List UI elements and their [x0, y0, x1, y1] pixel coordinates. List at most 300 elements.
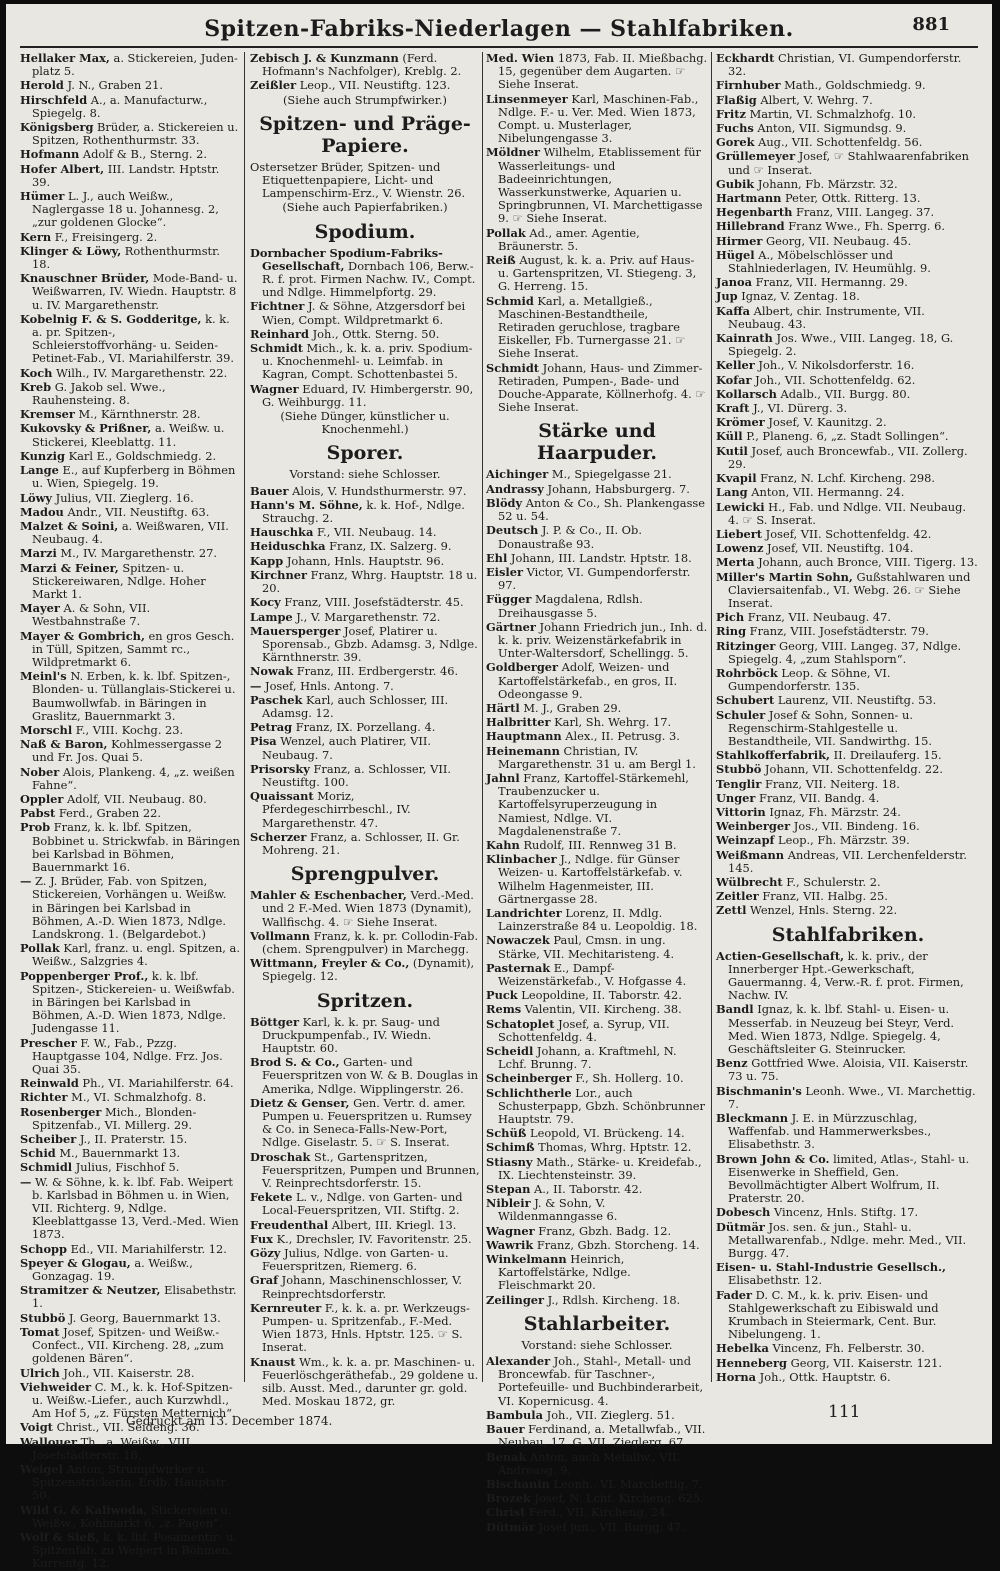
- directory-entry: [486, 52, 708, 92]
- entry-details: Johann, III. Landstr. Hptstr. 18.: [507, 550, 692, 565]
- directory-entry: [250, 957, 480, 983]
- entry-name: Kahn: [486, 837, 520, 852]
- directory-entry: [250, 1191, 480, 1217]
- entry-name: Schmidt: [250, 341, 304, 356]
- directory-entry: [486, 661, 708, 701]
- entry-details: k. k. lbf. Spitzen-, Stickereien- u. Weißwfab. in Bäringen bei Karlsbad in Böhmen, A.-D. Wien 1873, Ndlge. Judengasse 11.: [32, 968, 235, 1036]
- directory-entry: [250, 611, 480, 624]
- entry-details: Karl, Maschinen-Fab., Ndlge. F.- u. Ver. Med. Wien 1873, Compt. u. Musterlager, Nibelungengasse 3.: [498, 91, 699, 146]
- entry-details: Th., a. Weißw., VIII. Josefstädterstr. 18.: [32, 1434, 194, 1462]
- entry-details: Franz, III. Erdbergerstr. 46.: [293, 664, 459, 679]
- entry-details: Z. J. Brüder, Fab. von Spitzen, Stickereien, Vorhängen u. Weißw. in Bäringen bei Karlsbad in Böhmen, A.-D. Wien 1873, Ndlge. Landskrong. 1. (Belgardebot.): [31, 874, 227, 941]
- entry-name: Brod S. & Co.,: [250, 1055, 340, 1070]
- entry-details: Stickereien u. Weißw., Kohlmarkt 6, „z. Pagen“.: [32, 1502, 232, 1530]
- entry-name: Richter: [20, 1090, 68, 1105]
- entry-details: Franz, Whrg. Hauptstr. 18 u. 20.: [262, 567, 478, 596]
- directory-entry: [250, 247, 480, 300]
- entry-name: Eisen- u. Stahl-Industrie Gesellsch.,: [716, 1260, 946, 1275]
- entry-name: Reiß: [486, 253, 516, 268]
- directory-entry: [716, 472, 980, 485]
- directory-entry: [20, 793, 240, 806]
- directory-entry: [20, 821, 240, 874]
- entry-name: Kainrath: [716, 331, 773, 346]
- directory-entry: [716, 79, 980, 92]
- entry-name: Lange: [20, 463, 59, 478]
- entry-name: Merta: [716, 555, 755, 570]
- entry-name: Schmidl: [20, 1160, 73, 1175]
- entry-details: Josef, ☞ Stahlwaarenfabriken und ☞ Inserat.: [728, 149, 969, 177]
- entry-name: Pabst: [20, 806, 56, 821]
- entry-name: Mayer: [20, 601, 60, 616]
- entry-name: Scherzer: [250, 829, 307, 844]
- directory-entry: [20, 121, 240, 147]
- entry-name: Vollmann: [250, 928, 311, 943]
- entry-details: M., VI. Schmalzhofg. 8.: [67, 1090, 207, 1105]
- entry-name: Schid: [20, 1146, 56, 1161]
- directory-entry: [250, 596, 480, 609]
- entry-name: Kvapil: [716, 471, 757, 486]
- directory-entry: [250, 930, 480, 956]
- directory-entry: [486, 1253, 708, 1293]
- directory-entry: [250, 721, 480, 734]
- entry-name: Nober: [20, 764, 60, 779]
- entry-name: —: [250, 678, 262, 693]
- entry-details: Ferd., Graben 22.: [55, 806, 161, 821]
- entry-name: Ring: [716, 624, 747, 639]
- entry-details: J., Ndlge. für Günser Weizen- u. Kartoffelstärkefab. v. Wilhelm Hagenmeister, III. Gärtnergasse 28.: [498, 852, 683, 906]
- sheet-number: 111: [828, 1402, 861, 1422]
- entry-details: J., Rdlsh. Kircheng. 18.: [544, 1292, 681, 1307]
- directory-entry: [20, 1436, 240, 1462]
- directory-entry: [20, 1531, 240, 1571]
- directory-entry: [250, 889, 480, 929]
- entry-name: Wolf & Sieß,: [20, 1529, 100, 1544]
- directory-entry: [716, 178, 980, 191]
- directory-entry: [486, 1423, 708, 1449]
- section-heading: Spritzen.: [316, 989, 414, 1012]
- directory-entry: [716, 1206, 980, 1219]
- entry-details: Joh., VII. Schottenfeldg. 62.: [751, 372, 916, 387]
- entry-name: Koch: [20, 365, 53, 380]
- entry-details: a. Weißw., Gonzagag. 19.: [32, 1255, 193, 1284]
- directory-entry: [716, 359, 980, 372]
- entry-details: Karl, auch Schlosser, III. Adamsg. 12.: [262, 692, 449, 720]
- entry-name: Bauer: [250, 483, 289, 498]
- directory-entry: [20, 79, 240, 92]
- entry-details: Franz, a. Schlosser, II. Gr. Mohreng. 21.: [262, 829, 460, 857]
- entry-name: Goldberger: [486, 660, 559, 675]
- directory-entry: [486, 989, 708, 1002]
- entry-name: Prob: [20, 820, 51, 835]
- entry-details: J. & Söhne, Atzgersdorf bei Wien, Compt. Wildpretmarkt 6.: [262, 299, 466, 327]
- directory-entry: [716, 849, 980, 875]
- entry-details: Anton, auch Metallw., VII. Andreasg. 9.: [498, 1449, 681, 1477]
- column-divider: [711, 52, 712, 1382]
- entry-details: Ferdinand, a. Metallwfab., VII. Neubau, 17, G. VII. Zieglerg. 67.: [498, 1422, 706, 1450]
- entry-details: Ferd., VII. Kircheng. 24.: [525, 1505, 670, 1520]
- entry-details: Franz Wwe., Fh. Sperrg. 6.: [784, 219, 945, 234]
- directory-entry: [250, 735, 480, 761]
- entry-name: Kocy: [250, 595, 281, 610]
- entry-name: Pich: [716, 610, 745, 625]
- entry-name: Kunzig: [20, 448, 65, 463]
- entry-details: N. Erben, k. k. lbf. Spitzen-, Blonden- u. Tüllanglais-Stickerei u. Baumwollwfab. in Bäringen in Graslitz, Bauernmarkt 3.: [32, 669, 236, 723]
- entry-details: Josef, a. Syrup, VII. Schottenfeldg. 4.: [498, 1016, 670, 1044]
- directory-entry: [716, 1357, 980, 1370]
- entry-name: Weinzapf: [716, 833, 775, 848]
- entry-details: Wenzel, Hnls. Sterng. 22.: [746, 903, 898, 918]
- directory-entry: [486, 254, 708, 294]
- entry-name: Wagner: [250, 381, 299, 396]
- entry-name: Eckhardt: [716, 51, 775, 65]
- directory-entry: [250, 1247, 480, 1273]
- entry-name: Hirschfeld: [20, 92, 88, 107]
- entry-details: k. k. a. pr. Spitzen-, Schleierstoffvorhäng- u. Seiden-Petinet-Fab., VI. Mariahilferstr. 39.: [32, 311, 234, 366]
- entry-details: F., Schulerstr. 2.: [782, 874, 881, 889]
- entry-details: Josef, V. Kaunitzg. 2.: [764, 415, 887, 430]
- entry-details: Jos., VII. Bindeng. 16.: [790, 819, 920, 834]
- entry-details: Paul, Cmsn. in ung. Stärke, VII. Mechitaristeng. 4.: [498, 933, 675, 961]
- entry-details: Laurenz, VII. Neustiftg. 53.: [774, 693, 937, 708]
- entry-name: Andrassy: [486, 481, 544, 496]
- directory-entry: [486, 1478, 708, 1491]
- entry-name: Zeißler: [250, 78, 297, 93]
- directory-entry: [716, 249, 980, 275]
- entry-name: Schopp: [20, 1241, 67, 1256]
- directory-entry: [250, 790, 480, 830]
- entry-details: Jos. Wwe., VIII. Langeg. 18, G. Spiegelg. 2.: [728, 331, 954, 359]
- directory-entry: [716, 220, 980, 233]
- entry-name: Kirchner: [250, 567, 307, 582]
- entry-details: Elisabethstr. 12.: [728, 1273, 823, 1288]
- directory-entry: [486, 1156, 708, 1182]
- directory-entry: [486, 1225, 708, 1238]
- directory-entry: [250, 665, 480, 678]
- entry-name: Schubert: [716, 693, 775, 708]
- entry-details: Magdalena, Rdlsh. Dreihausgasse 5.: [498, 592, 643, 620]
- directory-entry: [716, 136, 980, 149]
- directory-entry: [20, 1161, 240, 1174]
- directory-column-2: [250, 51, 480, 1409]
- directory-entry: [250, 499, 480, 525]
- entry-name: Függer: [486, 592, 532, 607]
- entry-name: Bauer: [486, 1422, 525, 1437]
- entry-name: Hellaker Max,: [20, 51, 110, 65]
- entry-details: Julius, VII. Zieglerg. 16.: [52, 490, 194, 505]
- entry-name: Scheiber: [20, 1132, 77, 1147]
- entry-details: a. Weißw. u. Stickerei, Kleeblattg. 11.: [32, 421, 225, 449]
- entry-details: Franz, Gbzh. Badg. 12.: [534, 1223, 672, 1238]
- entry-name: Stramitzer & Neutzer,: [20, 1283, 161, 1298]
- entry-name: Eisler: [486, 564, 523, 579]
- directory-entry: [20, 492, 240, 505]
- entry-details: Ad., amer. Agentie, Bräunerstr. 5.: [498, 225, 640, 253]
- directory-entry: [20, 520, 240, 546]
- directory-entry: [486, 1294, 708, 1307]
- directory-entry: [716, 305, 980, 331]
- entry-name: Schmid: [486, 293, 534, 308]
- entry-name: Kremser: [20, 407, 75, 422]
- directory-entry: [20, 724, 240, 737]
- directory-entry: [716, 1003, 980, 1056]
- entry-name: Marzi: [20, 546, 57, 561]
- directory-entry: [716, 792, 980, 805]
- entry-details: Thomas, Whrg. Hptstr. 12.: [534, 1140, 692, 1155]
- entry-details: Math., Goldschmiedg. 9.: [780, 78, 926, 93]
- entry-name: Möldner: [486, 145, 541, 160]
- entry-details: F., Sh. Hollerg. 10.: [571, 1071, 684, 1086]
- entry-details: Andr., VII. Neustiftg. 63.: [63, 504, 210, 519]
- entry-details: Elisabethstr. 1.: [32, 1283, 237, 1311]
- directory-entry: [716, 235, 980, 248]
- entry-name: Scheidl: [486, 1044, 534, 1059]
- entry-name: Aichinger: [486, 467, 549, 482]
- entry-name: Hauschka: [250, 525, 314, 540]
- entry-details: Leop., Fh. Märzstr. 39.: [774, 833, 910, 848]
- entry-name: Bleckmann: [716, 1111, 789, 1126]
- entry-details: Gußstahlwaren und Claviersaitenfab., VI. Webg. 26. ☞ Siehe Inserat.: [728, 569, 971, 610]
- entry-name: Lang: [716, 485, 748, 500]
- entry-name: Mahler & Eschenbacher,: [250, 888, 407, 903]
- entry-details: J., VI. Dürerg. 3.: [749, 401, 848, 416]
- directory-entry: [716, 611, 980, 624]
- entry-name: Hebelka: [716, 1341, 769, 1356]
- directory-entry: [20, 875, 240, 941]
- entry-details: Franz, IX. Salzerg. 9.: [325, 539, 452, 554]
- entry-name: Miller's Martin Sohn,: [716, 569, 853, 584]
- directory-entry: [20, 1463, 240, 1503]
- directory-entry: [250, 1233, 480, 1246]
- directory-entry: [486, 962, 708, 988]
- entry-name: Viehweider: [20, 1379, 92, 1394]
- directory-entry: [486, 1506, 708, 1519]
- entry-details: Franz, VIII. Langeg. 37.: [792, 205, 935, 220]
- entry-details: Johann, Hnls. Hauptstr. 96.: [283, 553, 445, 568]
- directory-entry: [20, 1243, 240, 1256]
- entry-details: Franz, VII. Halbg. 25.: [758, 889, 888, 904]
- entry-details: II. Dreilauferg. 15.: [830, 748, 942, 763]
- directory-entry: [716, 416, 980, 429]
- entry-name: Krömer: [716, 415, 765, 430]
- directory-entry: [20, 1106, 240, 1132]
- entry-name: Klinger & Löwy,: [20, 243, 122, 258]
- entry-name: Rohrböck: [716, 665, 778, 680]
- entry-details: Julius, Fischhof 5.: [72, 1160, 180, 1175]
- entry-details: G. Jakob sel. Wwe., Rauhensteing. 8.: [32, 379, 166, 408]
- entry-name: Tenglir: [716, 776, 762, 791]
- directory-entry: [716, 150, 980, 176]
- directory-entry: [486, 839, 708, 852]
- entry-details: Franz, VII. Hermanng. 29.: [752, 275, 908, 290]
- directory-entry: [716, 556, 980, 569]
- entry-details: Joh., Ottk. Hauptstr. 6.: [756, 1369, 891, 1384]
- entry-details: Alex., II. Petrusg. 3.: [561, 729, 680, 744]
- entry-name: Gorek: [716, 135, 755, 150]
- directory-entry: [250, 694, 480, 720]
- entry-details: Johann, auch Bronce, VIII. Tigerg. 13.: [754, 555, 978, 570]
- entry-details: Anton, VII. Hermanng. 24.: [747, 485, 905, 500]
- entry-details: Josef, VII. Neustiftg. 104.: [763, 541, 914, 556]
- directory-entry: [716, 890, 980, 903]
- directory-entry: [20, 313, 240, 366]
- entry-name: Härtl: [486, 700, 520, 715]
- directory-column-4: [716, 52, 980, 1392]
- entry-details: Leop., VII. Neustiftg. 123.: [296, 78, 451, 93]
- directory-entry: [486, 362, 708, 415]
- entry-name: Kreb: [20, 379, 52, 394]
- directory-entry: [716, 430, 980, 443]
- entry-name: Heinemann: [486, 743, 560, 758]
- entry-details: k. k. Hof-, Ndlge. Strauchg. 2.: [262, 497, 465, 526]
- entry-name: —: [20, 874, 32, 889]
- entry-details: J. P. & Co., II. Ob. Donaustraße 93.: [498, 523, 642, 551]
- directory-entry: [486, 1451, 708, 1477]
- directory-entry: [250, 569, 480, 595]
- directory-entry: [716, 108, 980, 121]
- entry-name: —: [20, 1174, 32, 1189]
- entry-details: Georg, VII. Neubaug. 45.: [762, 233, 912, 248]
- entry-name: Prisorsky: [250, 761, 310, 776]
- directory-entry: [486, 146, 708, 225]
- directory-entry: [20, 1257, 240, 1283]
- entry-details: Ignaz, V. Zentag. 18.: [737, 289, 860, 304]
- entry-details: Ph., VI. Mariahilferstr. 64.: [78, 1076, 234, 1091]
- entry-details: Leonh., VI. Marchettig. 7.: [549, 1476, 703, 1491]
- directory-entry: [486, 468, 708, 481]
- entry-details: Karl, Sh. Wehrg. 17.: [550, 715, 672, 730]
- entry-details: Karl, franz. u. engl. Spitzen, a. Weißw., Salzgries 4.: [32, 941, 240, 969]
- entry-details: F., Freisingerg. 2.: [51, 229, 158, 244]
- entry-name: Knauschner Brüder,: [20, 271, 150, 286]
- entry-name: Weinberger: [716, 819, 791, 834]
- entry-name: Dütmär: [486, 1519, 535, 1534]
- entry-name: Nibleir: [486, 1196, 531, 1211]
- directory-entry: [250, 485, 480, 498]
- directory-entry: [716, 94, 980, 107]
- entry-details: Ignaz, k. k. lbf. Stahl- u. Eisen- u. Messerfab. in Neuzeug bei Steyr, Verd. Med. Wien 1873, Ndlge. Spiegelg. 4, Geschäftsleiter G. Steinrucker.: [728, 1002, 955, 1057]
- entry-name: Zebisch J. & Kunzmann: [250, 51, 399, 65]
- directory-entry: [486, 745, 708, 771]
- directory-entry: [486, 1197, 708, 1223]
- entry-details: Franz, IX. Porzellang. 4.: [292, 720, 436, 735]
- entry-details: Franz, k. k. pr. Collodin-Fab. (chem. Sprengpulver) in Marchegg.: [262, 928, 479, 956]
- entry-name: Rems: [486, 1002, 522, 1017]
- entry-name: Stubbö: [716, 762, 762, 777]
- entry-name: Stepan: [486, 1182, 531, 1197]
- entry-name: Jup: [716, 289, 738, 304]
- directory-entry: [716, 192, 980, 205]
- entry-name: Königsberg: [20, 120, 94, 135]
- directory-entry: [20, 422, 240, 448]
- directory-entry: [486, 934, 708, 960]
- entry-details: Joh., VII. Kaiserstr. 28.: [59, 1365, 195, 1380]
- directory-entry: [20, 942, 240, 968]
- directory-entry: [716, 806, 980, 819]
- entry-details: P., Planeng. 6, „z. Stadt Sollingen“.: [742, 429, 949, 444]
- entry-name: Küll: [716, 429, 743, 444]
- entry-name: Kraft: [716, 401, 750, 416]
- directory-entry: [716, 625, 980, 638]
- entry-name: Böttger: [250, 1014, 299, 1029]
- entry-details: Franz, VIII. Josefstädterstr. 45.: [280, 595, 464, 610]
- entry-details: Johann, VII. Schottenfeldg. 22.: [761, 762, 943, 777]
- entry-name: Christ: [486, 1505, 526, 1520]
- entry-details: A., Möbelschlösser und Stahlniederlagen, IV. Heumühlg. 9.: [728, 247, 931, 276]
- entry-name: Dobesch: [716, 1205, 771, 1220]
- directory-entry: [716, 206, 980, 219]
- page-number: 881: [912, 14, 950, 35]
- directory-entry: [486, 1239, 708, 1252]
- entry-details: Josef, VII. Schottenfeldg. 42.: [762, 526, 932, 541]
- cross-reference-note: Vorstand: siehe Schlosser.: [521, 1337, 673, 1352]
- entry-details: F., VII. Neubaug. 14.: [313, 525, 437, 540]
- entry-details: F., k. k. a. pr. Werkzeugs-Pumpen- u. Spritzenfab., F.-Med. Wien 1873, Hnls. Hptstr. 125. ☞ S. Inserat.: [262, 1300, 470, 1355]
- directory-entry: [716, 542, 980, 555]
- entry-details: Anton & Co., Sh. Plankengasse 52 u. 54.: [498, 495, 706, 524]
- entry-details: Joh., Ottk. Sterng. 50.: [308, 326, 440, 341]
- entry-name: Puck: [486, 988, 518, 1003]
- directory-entry: [716, 501, 980, 527]
- directory-entry: [716, 1221, 980, 1261]
- directory-entry: [486, 1183, 708, 1196]
- section-heading: Spodium.: [314, 220, 416, 243]
- directory-entry: [716, 834, 980, 847]
- entry-name: Meinl's: [20, 669, 67, 684]
- entry-name: Kukovsky & Prißner,: [20, 421, 152, 436]
- directory-entry: [716, 778, 980, 791]
- entry-name: Lampe: [250, 609, 293, 624]
- entry-name: Quaissant: [250, 789, 314, 804]
- entry-details: Eduard, IV. Himbergerstr. 90, G. Weihburgg. 11.: [262, 381, 474, 409]
- directory-entry: [20, 670, 240, 723]
- entry-name: Speyer & Glogau,: [20, 1255, 131, 1270]
- directory-entry: [716, 1342, 980, 1355]
- directory-entry: [20, 602, 240, 628]
- entry-name: Pasternak: [486, 960, 551, 975]
- entry-name: Henneberg: [716, 1355, 787, 1370]
- entry-details: Rudolf, III. Rennweg 31 B.: [519, 837, 677, 852]
- entry-name: Wülbrecht: [716, 874, 783, 889]
- directory-entry: [486, 1355, 708, 1408]
- entry-name: Löwy: [20, 490, 53, 505]
- directory-entry: [250, 1016, 480, 1056]
- entry-name: Pollak: [20, 941, 60, 956]
- directory-entry: [486, 1409, 708, 1422]
- entry-details: Brüder, a. Stickereien u. Spitzen, Rothenthurmstr. 33.: [32, 120, 239, 148]
- entry-details: Julius, Ndlge. von Garten- u. Feuerspritzen, Riemerg. 6.: [262, 1246, 449, 1274]
- entry-name: Hofmann: [20, 147, 80, 162]
- entry-details: limited, Atlas-, Stahl- u. Eisenwerke in Sheffield, Gen. Bevollmächtigter Albert Wolfrum, II. Praterstr. 20.: [728, 1151, 970, 1206]
- entry-name: Freudenthal: [250, 1217, 329, 1232]
- entry-name: Kollarsch: [716, 386, 777, 401]
- directory-entry: [250, 680, 480, 693]
- entry-name: Hann's M. Söhne,: [250, 497, 363, 512]
- entry-name: Kern: [20, 229, 52, 244]
- entry-details: en gros Gesch. in Tüll, Spitzen, Sammt rc., Wildpretmarkt 6.: [32, 628, 235, 669]
- entry-name: Lewicki: [716, 499, 765, 514]
- directory-entry: [716, 950, 980, 1003]
- entry-details: Johann, Fb. Märzstr. 32.: [754, 176, 898, 191]
- directory-entry: [716, 528, 980, 541]
- entry-details: Josef, auch Broncewfab., VII. Zollerg. 29.: [728, 443, 968, 471]
- directory-entry: [486, 1492, 708, 1505]
- entry-details: J., V. Margarethenstr. 72.: [292, 609, 441, 624]
- entry-name: Med. Wien: [486, 51, 555, 65]
- directory-entry: [716, 374, 980, 387]
- entry-details: Alois, V. Hundsthurmerstr. 97.: [288, 483, 467, 498]
- entry-name: Keller: [716, 358, 755, 373]
- directory-entry: [716, 904, 980, 917]
